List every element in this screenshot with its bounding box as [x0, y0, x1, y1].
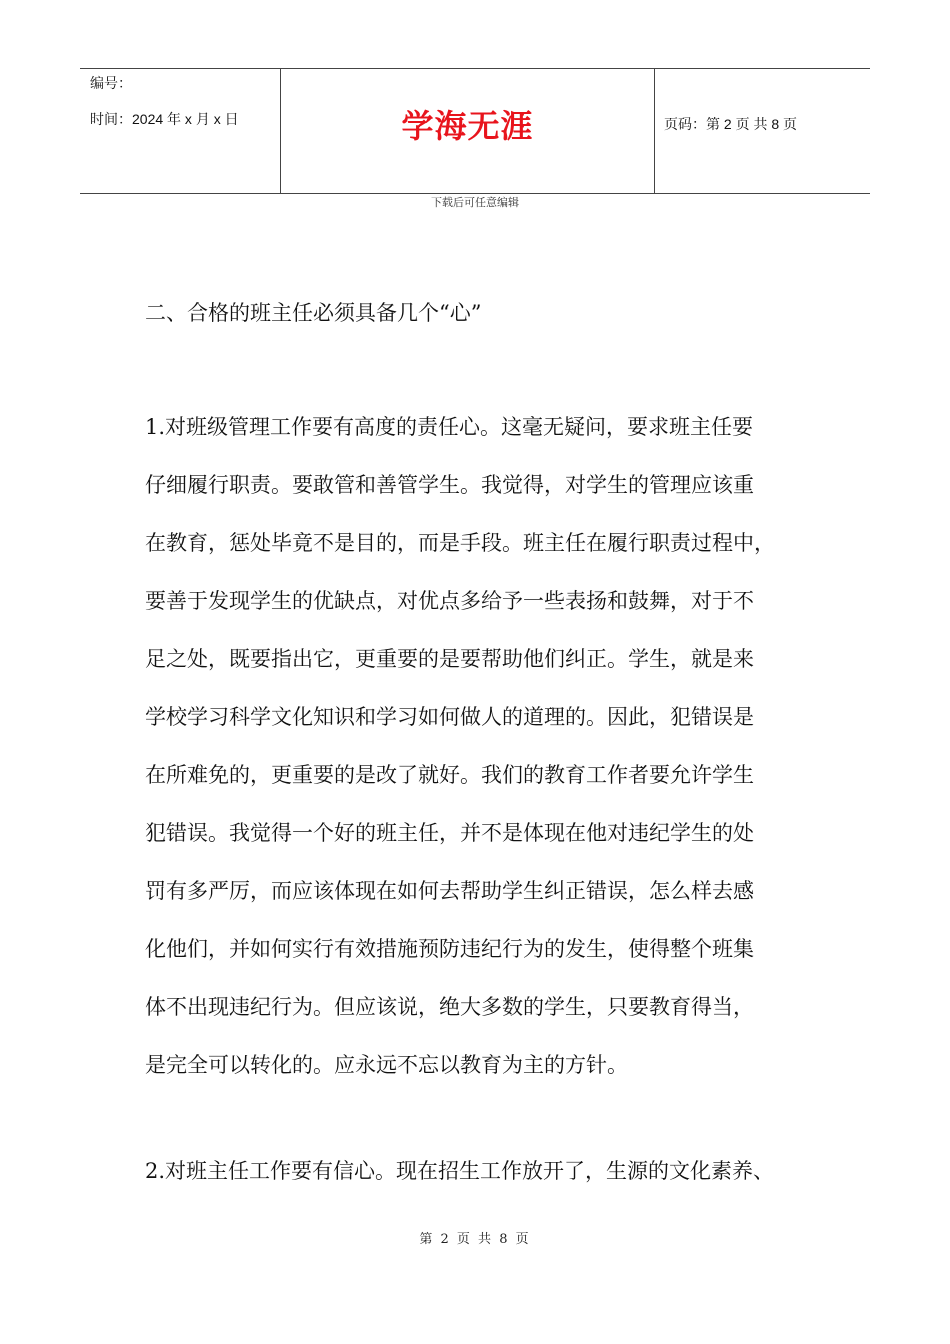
paragraph-1 [145, 398, 825, 1094]
paragraph-line: 1.对班级管理工作要有高度的责任心。这毫无疑问，要求班主任要 [145, 415, 754, 439]
header-brand-cell [281, 69, 655, 193]
editable-note: 下载后可任意编辑 [431, 196, 519, 209]
paragraph-line: 要善于发现学生的优缺点，对优点多给予一些表扬和鼓舞，对于不 [145, 589, 754, 613]
paragraph-2 [145, 1142, 825, 1200]
paragraph-line: 罚有多严厉，而应该体现在如何去帮助学生纠正错误，怎么样去感 [145, 879, 754, 903]
paragraph-line: 体不出现违纪行为。但应该说，绝大多数的学生，只要教育得当， [145, 995, 754, 1019]
header-table [80, 68, 870, 194]
paragraph-line: 仔细履行职责。要敢管和善管学生。我觉得，对学生的管理应该重 [145, 473, 754, 497]
paragraph-line: 犯错误。我觉得一个好的班主任，并不是体现在他对违纪学生的处 [145, 821, 754, 845]
page-footer: 第 2 页 共 8 页 [419, 1232, 531, 1247]
paragraph-line: 学校学习科学文化知识和学习如何做人的道理的。因此，犯错误是 [145, 705, 754, 729]
paragraph-line: 足之处，既要指出它，更重要的是要帮助他们纠正。学生，就是来 [145, 647, 754, 671]
paragraph-line: 在教育，惩处毕竟不是目的，而是手段。班主任在履行职责过程中， [145, 531, 775, 555]
date-label: 时间：2024 年 x 月 x 日 [90, 111, 239, 127]
header-right-cell [655, 69, 870, 193]
paragraph-line: 在所难免的，更重要的是改了就好。我们的教育工作者要允许学生 [145, 763, 754, 787]
section-title: 二、合格的班主任必须具备几个“心” [145, 301, 482, 325]
paragraph-line: 2.对班主任工作要有信心。现在招生工作放开了，生源的文化素养、 [145, 1159, 775, 1183]
number-label: 编号： [90, 75, 132, 91]
header-left-cell [80, 69, 281, 193]
paragraph-line: 化他们，并如何实行有效措施预防违纪行为的发生，使得整个班集 [145, 937, 754, 961]
page-number-label: 页码：第 2 页 共 8 页 [664, 116, 798, 132]
paragraph-line: 是完全可以转化的。应永远不忘以教育为主的方针。 [145, 1053, 628, 1077]
brand-title: 学海无涯 [401, 107, 534, 145]
